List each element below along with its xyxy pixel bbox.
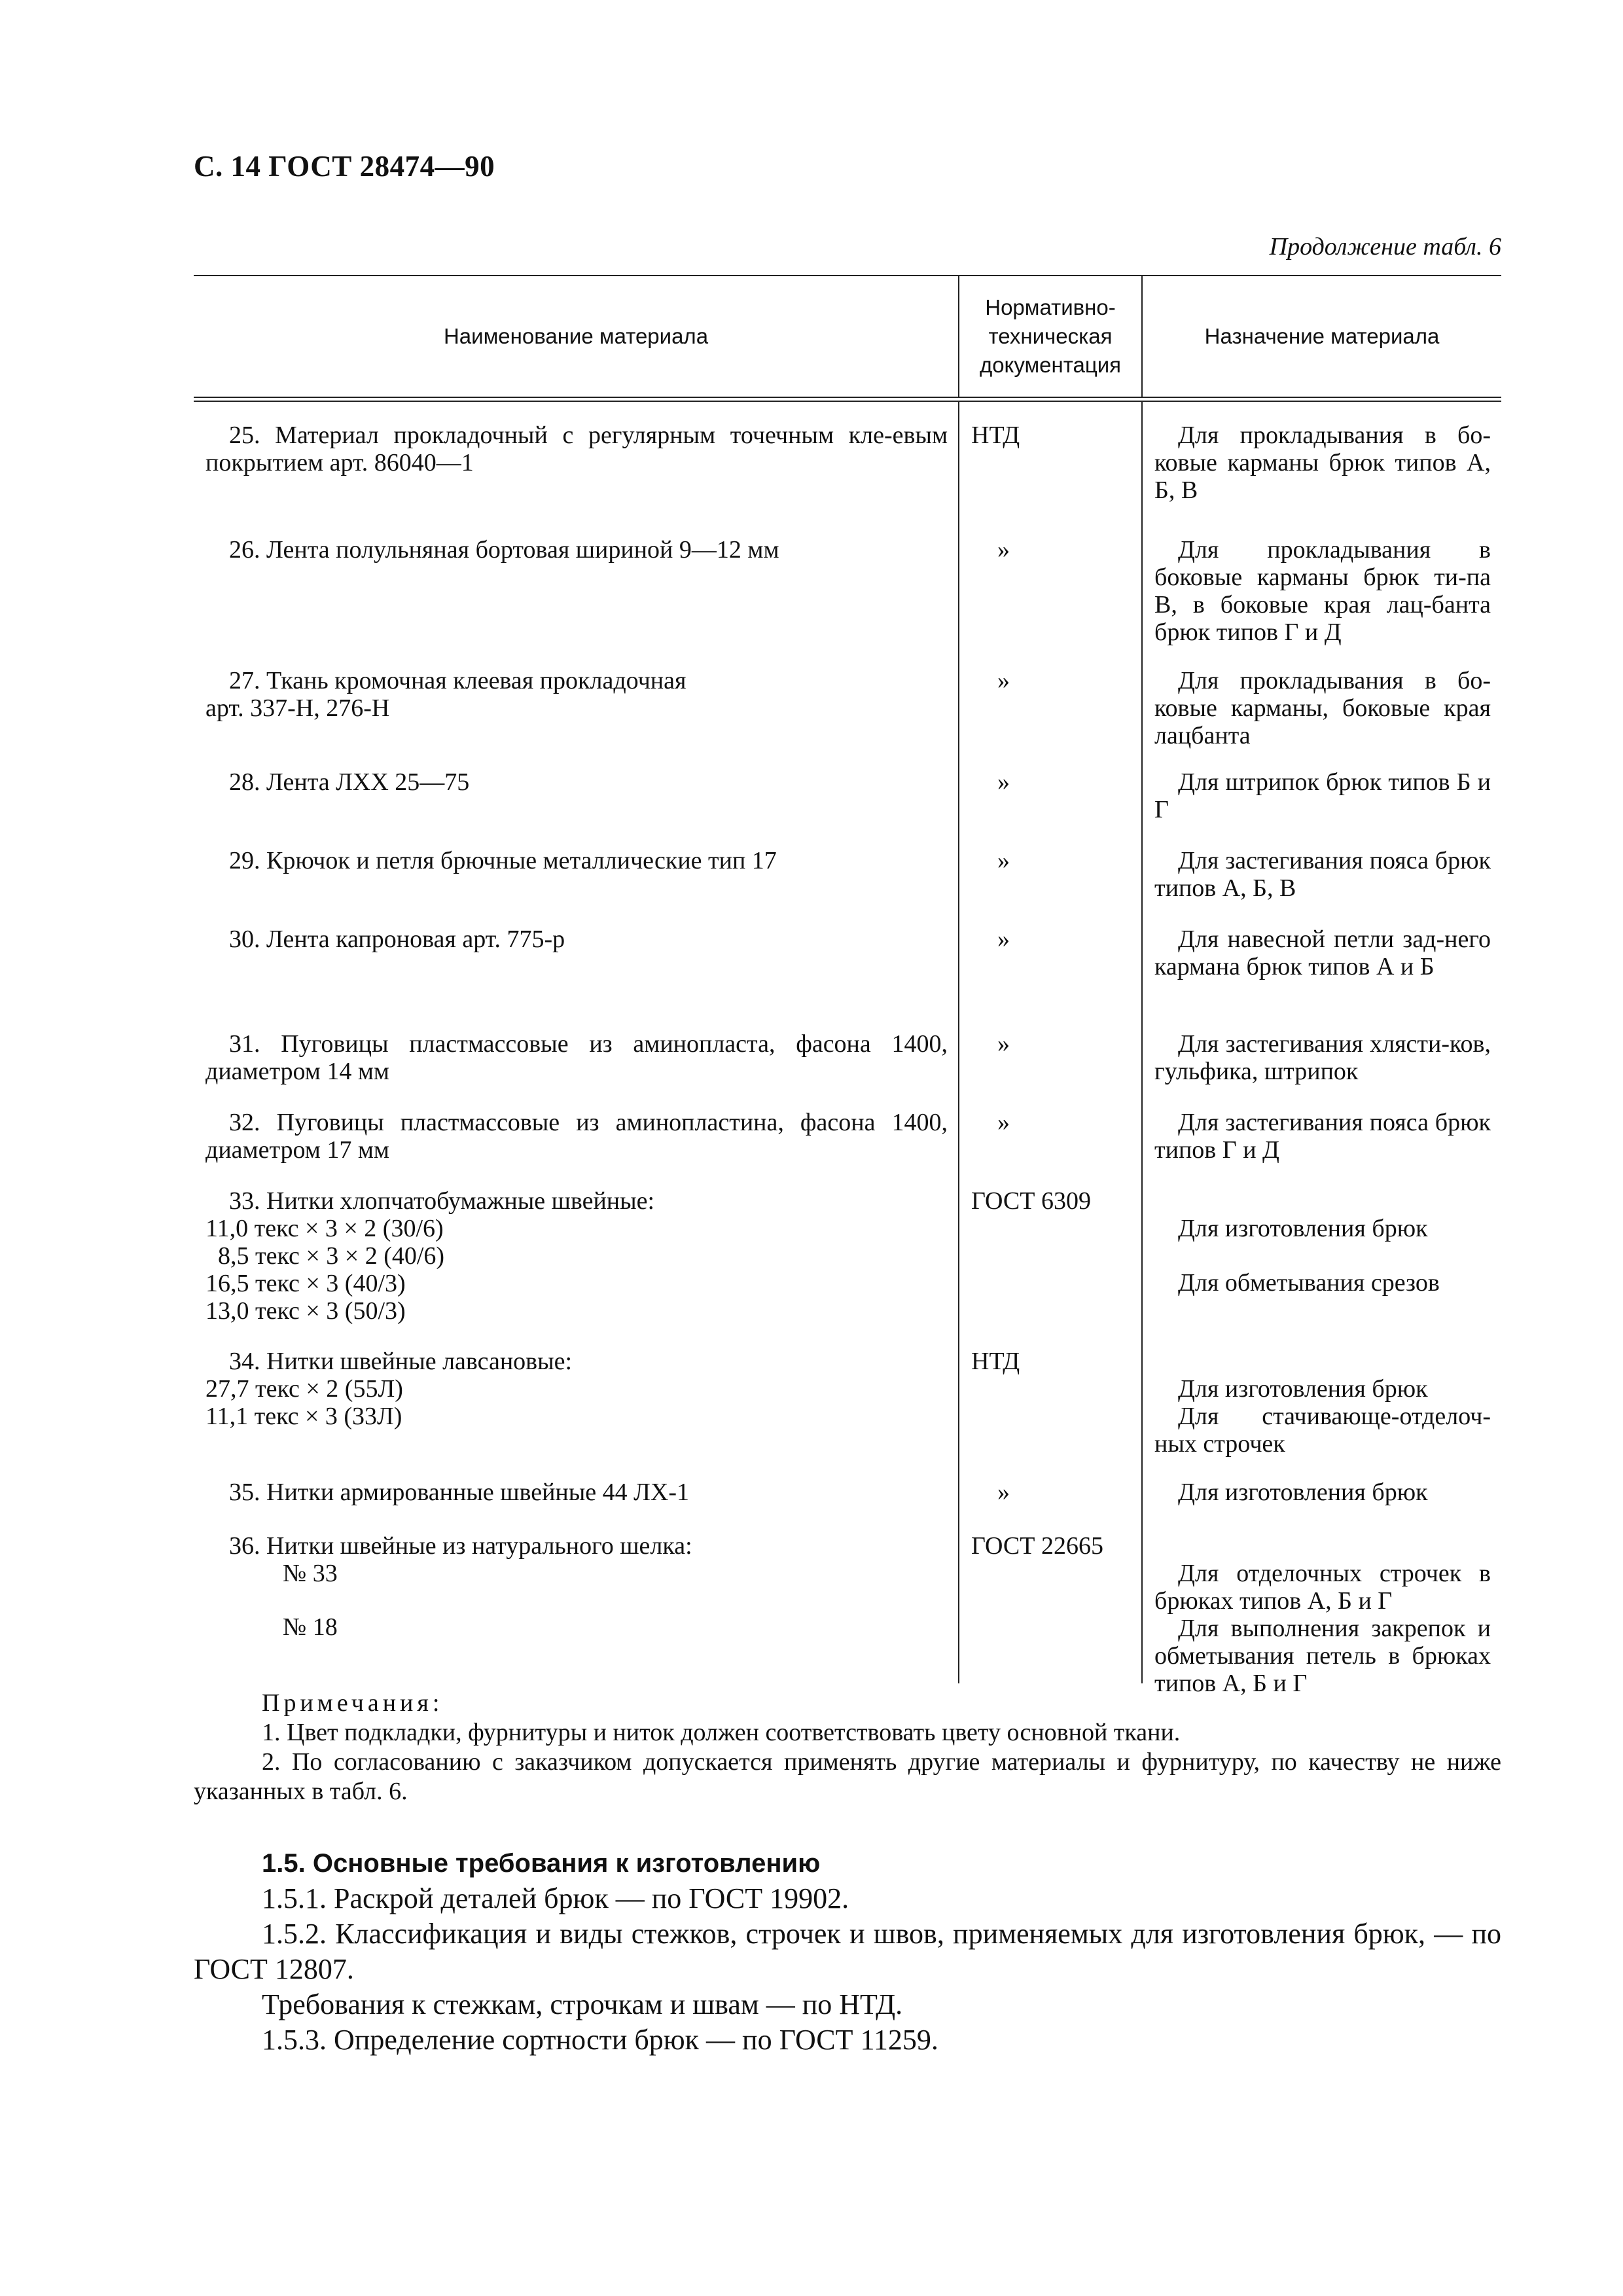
section-paragraph: 1.5.3. Определение сортности брюк — по ГОСТ 11259. (262, 2024, 938, 2056)
table-row-doc (959, 667, 1141, 694)
material-name-detail: 11,0 текс × 3 × 2 (30/6) (205, 1215, 444, 1242)
table-row-name (194, 1030, 958, 1085)
material-name-detail: 16,5 текс × 3 (40/3) (205, 1270, 406, 1297)
material-name-detail: № 18 (283, 1613, 338, 1641)
material-name: 25. Материал прокладочный с регулярным точечным кле-евым покрытием арт. 86040—1 (205, 422, 948, 476)
material-purpose: Для прокладывания в бо-ковые карманы, боковые края лацбанта (1154, 667, 1491, 749)
normative-doc: » (997, 1030, 1010, 1058)
normative-doc: НТД (971, 422, 1020, 449)
normative-doc: » (997, 925, 1010, 953)
material-purpose: Для изготовления брюк (1178, 1215, 1428, 1242)
column-header-purpose (1141, 276, 1501, 397)
normative-doc: » (997, 1109, 1010, 1136)
normative-doc: » (997, 768, 1010, 796)
material-name-detail: арт. 337-Н, 276-Н (205, 694, 390, 722)
normative-doc: » (997, 667, 1010, 694)
table-row-doc (959, 1109, 1141, 1136)
table-row-doc (959, 422, 1141, 449)
material-name: 33. Нитки хлопчатобумажные швейные: (229, 1187, 655, 1215)
column-purpose (1141, 402, 1501, 1697)
table-row-purpose (1143, 1479, 1501, 1506)
table-row-purpose (1143, 667, 1501, 749)
material-name: 26. Лента полульняная бортовая шириной 9—12 мм (229, 536, 779, 564)
material-name-detail: 27,7 текс × 2 (55Л) (205, 1375, 403, 1403)
normative-doc: НТД (971, 1348, 1020, 1375)
table-row-name (194, 1109, 958, 1164)
normative-doc: » (997, 1479, 1010, 1506)
material-purpose: Для изготовления брюк (1178, 1479, 1428, 1506)
section-heading: 1.5. Основные требования к изготовлению (262, 1849, 821, 1878)
table-row-doc (959, 1187, 1141, 1215)
table-row-name (194, 1532, 958, 1641)
notes-title: Примечания: (262, 1689, 444, 1717)
normative-doc: » (997, 847, 1010, 874)
material-purpose: Для застегивания пояса брюк типов Г и Д (1154, 1109, 1491, 1164)
normative-doc: ГОСТ 22665 (971, 1532, 1103, 1560)
table-row-name (194, 847, 958, 874)
section-paragraph: 1.5.2. Классификация и виды стежков, строчек и швов, применяемых для изготовления брюк, — по ГОСТ 12807. (194, 1918, 1501, 1985)
material-purpose: Для навесной петли зад-него кармана брюк типов А и Б (1154, 925, 1491, 980)
table-body (194, 402, 1501, 1697)
table-row-purpose (1143, 1215, 1501, 1297)
table-row-purpose (1143, 1109, 1501, 1164)
table-continuation-label: Продолжение табл. 6 (1269, 233, 1501, 260)
table-row-doc (959, 847, 1141, 874)
material-purpose: Для отделочных строчек в брюках типов А, Б и Г (1154, 1560, 1491, 1615)
page-header: С. 14 ГОСТ 28474—90 (194, 150, 495, 183)
material-name-detail: № 33 (283, 1560, 338, 1587)
table-row-doc (959, 1348, 1141, 1375)
material-purpose: Для прокладывания в боковые карманы брюк ти-па В, в боковые края лац-банта брюк типов Г и Д (1154, 536, 1491, 646)
normative-doc: ГОСТ 6309 (971, 1187, 1091, 1215)
table-row-name (194, 422, 958, 476)
table-row-doc (959, 768, 1141, 796)
notes (194, 1689, 1501, 1806)
material-name: 35. Нитки армированные швейные 44 ЛХ-1 (229, 1479, 690, 1506)
material-name: 29. Крючок и петля брючные металлические тип 17 (229, 847, 777, 874)
material-name: 27. Ткань кромочная клеевая прокладочная (229, 667, 687, 694)
material-purpose: Для обметывания срезов (1178, 1269, 1440, 1297)
material-name: 30. Лента капроновая арт. 775-р (229, 925, 565, 953)
material-name-detail: 8,5 текс × 3 × 2 (40/6) (205, 1242, 445, 1270)
material-purpose: Для застегивания пояса брюк типов А, Б, В (1154, 847, 1491, 902)
note-item: 2. По согласованию с заказчиком допускается применять другие материалы и фурнитуру, по качеству не ниже указанных в табл. 6. (194, 1748, 1501, 1805)
table-row-purpose (1143, 536, 1501, 646)
table-row-purpose (1143, 422, 1501, 504)
table-row-doc (959, 1532, 1141, 1560)
material-name: 36. Нитки швейные из натурального шелка: (229, 1532, 692, 1560)
material-name: 34. Нитки швейные лавсановые: (229, 1348, 573, 1375)
table-row-name (194, 1479, 958, 1506)
table-row-doc (959, 1030, 1141, 1058)
normative-doc: » (997, 536, 1010, 564)
table-row-purpose (1143, 847, 1501, 902)
table-row-name (194, 536, 958, 564)
material-name-detail: 13,0 текс × 3 (50/3) (205, 1297, 406, 1325)
column-header-name-label: Наименование материала (443, 324, 709, 348)
column-header-doc-label: Нормативно- техническая документация (979, 295, 1122, 377)
material-purpose: Для застегивания хлясти-ков, гульфика, штрипок (1154, 1030, 1491, 1085)
material-purpose: Для выполнения закрепок и обметывания петель в брюках типов А, Б и Г (1154, 1615, 1491, 1697)
table-row-doc (959, 536, 1141, 564)
table-row-doc (959, 925, 1141, 953)
material-purpose: Для штрипок брюк типов Б и Г (1154, 768, 1491, 823)
column-header-doc (958, 276, 1141, 397)
table-row-name (194, 1348, 958, 1430)
note-item: 1. Цвет подкладки, фурнитуры и ниток должен соответствовать цвету основной ткани. (262, 1719, 1181, 1746)
material-purpose: Для стачивающе-отделоч-ных строчек (1154, 1403, 1491, 1458)
table-row-purpose (1143, 768, 1501, 823)
section-paragraph: 1.5.1. Раскрой деталей брюк — по ГОСТ 19902. (262, 1882, 849, 1914)
table-row-name (194, 1187, 958, 1325)
column-header-name (194, 276, 958, 397)
material-purpose: Для изготовления брюк (1178, 1375, 1428, 1403)
column-doc (958, 402, 1141, 1683)
material-name: 31. Пуговицы пластмассовые из аминопласта, фасона 1400, диаметром 14 мм (205, 1030, 948, 1085)
material-purpose: Для прокладывания в бо-ковые карманы брюк типов А, Б, В (1154, 422, 1491, 504)
table-row-name (194, 925, 958, 953)
table-row-name (194, 667, 958, 722)
material-name: 28. Лента ЛХХ 25—75 (229, 768, 470, 796)
table-row-purpose (1143, 1560, 1501, 1697)
table-header (194, 276, 1501, 397)
table-row-purpose (1143, 925, 1501, 980)
section-paragraph: Требования к стежкам, строчкам и швам — по НТД. (262, 1988, 903, 2020)
table-row-purpose (1143, 1030, 1501, 1085)
materials-table (194, 275, 1501, 1697)
section-1-5 (194, 1846, 1501, 2058)
material-name-detail: 11,1 текс × 3 (33Л) (205, 1403, 402, 1430)
column-name (194, 402, 958, 1683)
table-row-doc (959, 1479, 1141, 1506)
table-row-name (194, 768, 958, 796)
material-name: 32. Пуговицы пластмассовые из аминопластина, фасона 1400, диаметром 17 мм (205, 1109, 948, 1164)
column-header-purpose-label: Назначение материала (1204, 324, 1440, 348)
header-separator (194, 397, 1501, 402)
table-row-purpose (1143, 1375, 1501, 1458)
